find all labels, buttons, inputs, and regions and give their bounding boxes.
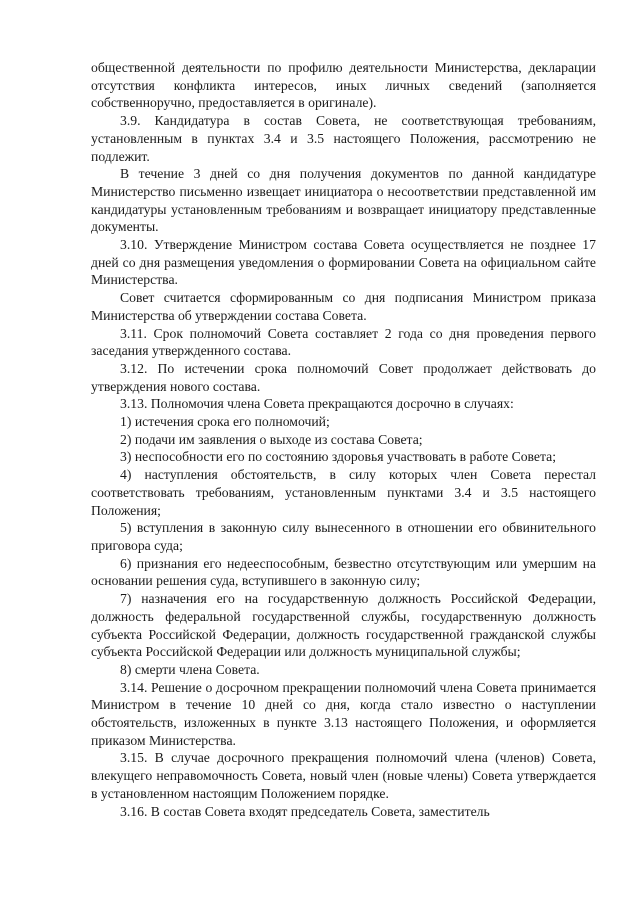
paragraph-3-9: 3.9. Кандидатура в состав Совета, не соответствующая требованиям, установленным в пунктах 3.4 и 3.5 настоящего Положения, рассмотрению не подлежит. xyxy=(91,113,596,164)
list-item-6: 6) признания его недееспособным, безвестно отсутствующим или умершим на основании решения суда, вступившего в законную силу; xyxy=(91,555,596,589)
paragraph-3-15: 3.15. В случае досрочного прекращения полномочий члена (членов) Совета, влекущего неправомочность Совета, новый член (новые члены) Совета утверждается в установленном настоящим Положением порядке. xyxy=(91,750,596,801)
paragraph-3-14: 3.14. Решение о досрочном прекращении полномочий члена Совета принимается Министром в течение 10 дней со дня, когда стало известно о наступлении обстоятельств, изложенных в пункте 3.13 настоящего Положения, и оформляется приказом Министерства. xyxy=(91,679,596,748)
list-item-7: 7) назначения его на государственную должность Российской Федерации, должность федеральной государственной службы, государственную должность субъекта Российской Федерации, должность государственной гражданской службы субъекта Российской Федерации или должность муниципальной службы; xyxy=(91,591,596,660)
list-item-2: 2) подачи им заявления о выходе из состава Совета; xyxy=(120,431,423,447)
paragraph-intro: общественной деятельности по профилю деятельности Министерства, декларации отсутствия конфликта интересов, иных личных сведений (заполняется собственноручно, предоставляется в оригинале). xyxy=(91,60,596,111)
paragraph-3-12: 3.12. По истечении срока полномочий Совет продолжает действовать до утверждения нового состава. xyxy=(91,360,596,394)
list-item-3: 3) неспособности его по состоянию здоровья участвовать в работе Совета; xyxy=(120,449,557,465)
list-item-1: 1) истечения срока его полномочий; xyxy=(120,414,330,430)
document-body xyxy=(91,59,596,820)
paragraph-3-9-notice: В течение 3 дней со дня получения документов по данной кандидатуре Министерство письменно извещает инициатора о несоответствии представленной им кандидатуры установленным требованиям и возвращает инициатору представленные документы. xyxy=(91,166,596,235)
list-item-8: 8) смерти члена Совета. xyxy=(120,661,260,677)
paragraph-3-16: 3.16. В состав Совета входят председатель Совета, заместитель xyxy=(120,803,490,819)
paragraph-3-11: 3.11. Срок полномочий Совета составляет 2 года со дня проведения первого заседания утвержденного состава. xyxy=(91,325,596,359)
list-item-4: 4) наступления обстоятельств, в силу которых член Совета перестал соответствовать требованиям, установленным пунктами 3.4 и 3.5 настоящего Положения; xyxy=(91,467,596,518)
list-item-5: 5) вступления в законную силу вынесенного в отношении его обвинительного приговора суда; xyxy=(91,520,596,553)
paragraph-3-13: 3.13. Полномочия члена Совета прекращаются досрочно в случаях: xyxy=(120,396,514,412)
paragraph-3-10: 3.10. Утверждение Министром состава Совета осуществляется не позднее 17 дней со дня размещения уведомления о формировании Совета на официальном сайте Министерства. xyxy=(91,237,596,288)
paragraph-3-10-formed: Совет считается сформированным со дня подписания Министром приказа Министерства об утверждении состава Совета. xyxy=(91,290,596,323)
